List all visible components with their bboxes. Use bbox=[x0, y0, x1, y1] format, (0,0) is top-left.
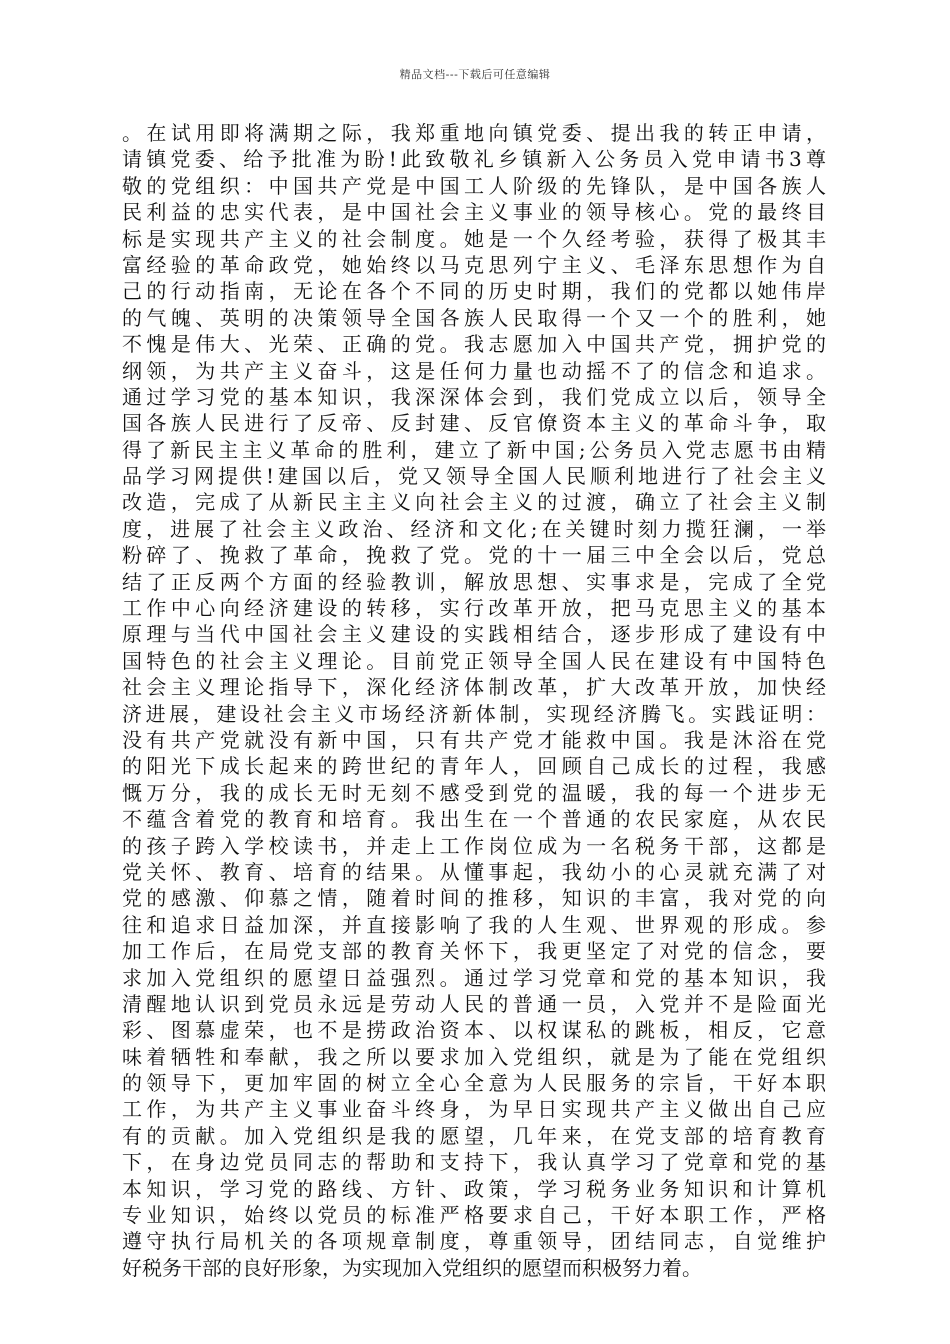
body-text-line: 敬的党组织：中国共产党是中国工人阶级的先锋队，是中国各族人 bbox=[122, 173, 826, 198]
body-text-line: 的孩子跨入学校读书，并走上工作岗位成为一名税务干部，这都是 bbox=[122, 833, 826, 858]
body-text-line: 遵守执行局机关的各项规章制度，尊重领导，团结同志，自觉维护 bbox=[122, 1229, 826, 1254]
body-text-line: 慨万分，我的成长无时无刻不感受到党的温暖，我的每一个进步无 bbox=[122, 780, 826, 805]
body-text-line: 品学习网提供!建国以后，党又领导全国人民顺利地进行了社会主义 bbox=[122, 464, 826, 489]
body-text-line: 专业知识，始终以党员的标准严格要求自己，干好本职工作，严格 bbox=[122, 1203, 826, 1228]
body-text-line: 国各族人民进行了反帝、反封建、反官僚资本主义的革命斗争，取 bbox=[122, 411, 826, 436]
body-text-line: 通过学习党的基本知识，我深深体会到，我们党成立以后，领导全 bbox=[122, 384, 826, 409]
page-header: 精品文档---下载后可任意编辑 bbox=[399, 68, 551, 81]
body-text-line: 富经验的革命政党，她始终以马克思列宁主义、毛泽东思想作为自 bbox=[122, 252, 826, 277]
body-text-line: 味着牺牲和奉献，我之所以要求加入党组织，就是为了能在党组织 bbox=[122, 1044, 826, 1069]
body-text bbox=[122, 120, 826, 1281]
body-text-line: 纲领，为共产主义奋斗，这是任何力量也动摇不了的信念和追求。 bbox=[122, 358, 826, 383]
body-text-line: 不蕴含着党的教育和培育。我出生在一个普通的农民家庭，从农民 bbox=[122, 807, 826, 832]
body-text-line: 结了正反两个方面的经验教训，解放思想、实事求是，完成了全党 bbox=[122, 569, 826, 594]
body-text-line: 社会主义理论指导下，深化经济体制改革，扩大改革开放，加快经 bbox=[122, 675, 826, 700]
body-text-line: 不愧是伟大、光荣、正确的党。我志愿加入中国共产党，拥护党的 bbox=[122, 332, 826, 357]
body-text-line: 国特色的社会主义理论。目前党正领导全国人民在建设有中国特色 bbox=[122, 648, 826, 673]
body-text-line: 工作，为共产主义事业奋斗终身，为早日实现共产主义做出自己应 bbox=[122, 1097, 826, 1122]
body-text-line: 工作中心向经济建设的转移，实行改革开放，把马克思主义的基本 bbox=[122, 596, 826, 621]
body-text-line: 度，进展了社会主义政治、经济和文化;在关键时刻力揽狂澜，一举 bbox=[122, 516, 826, 541]
body-text-line: 改造，完成了从新民主主义向社会主义的过渡，确立了社会主义制 bbox=[122, 490, 826, 515]
body-text-line: 清醒地认识到党员永远是劳动人民的普通一员，入党并不是险面光 bbox=[122, 991, 826, 1016]
body-text-line: 往和追求日益加深，并直接影响了我的人生观、世界观的形成。参 bbox=[122, 912, 826, 937]
body-text-line: 有的贡献。加入党组织是我的愿望，几年来，在党支部的培育教育 bbox=[122, 1123, 826, 1148]
body-text-line: 好税务干部的良好形象，为实现加入党组织的愿望而积极努力着。 bbox=[122, 1255, 702, 1280]
body-text-line: 党关怀、教育、培育的结果。从懂事起，我幼小的心灵就充满了对 bbox=[122, 859, 826, 884]
body-text-line: 的领导下，更加牢固的树立全心全意为人民服务的宗旨，干好本职 bbox=[122, 1071, 826, 1096]
body-text-line: 己的行动指南，无论在各个不同的历史时期，我们的党都以她伟岸 bbox=[122, 279, 826, 304]
body-text-line: 粉碎了、挽救了革命，挽救了党。党的十一届三中全会以后，党总 bbox=[122, 543, 826, 568]
body-text-line: 加工作后，在局党支部的教育关怀下，我更坚定了对党的信念，要 bbox=[122, 939, 826, 964]
body-text-line: 求加入党组织的愿望日益强烈。通过学习党章和党的基本知识，我 bbox=[122, 965, 826, 990]
body-text-line: 没有共产党就没有新中国，只有共产党才能救中国。我是沐浴在党 bbox=[122, 727, 826, 752]
body-text-line: 标是实现共产主义的社会制度。她是一个久经考验，获得了极其丰 bbox=[122, 226, 826, 251]
body-text-line: 原理与当代中国社会主义建设的实践相结合，逐步形成了建设有中 bbox=[122, 622, 826, 647]
body-text-line: 济进展，建设社会主义市场经济新体制，实现经济腾飞。实践证明： bbox=[122, 701, 826, 726]
body-text-line: 本知识，学习党的路线、方针、政策，学习税务业务知识和计算机 bbox=[122, 1176, 826, 1201]
body-text-line: 党的感激、仰慕之情，随着时间的推移，知识的丰富，我对党的向 bbox=[122, 886, 826, 911]
body-text-line: 彩、图慕虚荣，也不是捞政治资本、以权谋私的跳板，相反，它意 bbox=[122, 1018, 826, 1043]
body-text-line: 下，在身边党员同志的帮助和支持下，我认真学习了党章和党的基 bbox=[122, 1150, 826, 1175]
body-text-line: 的气魄、英明的决策领导全国各族人民取得一个又一个的胜利，她 bbox=[122, 305, 826, 330]
body-text-line: 请镇党委、给予批准为盼!此致敬礼乡镇新入公务员入党申请书3尊 bbox=[122, 147, 826, 172]
body-text-line: 的阳光下成长起来的跨世纪的青年人，回顾自己成长的过程，我感 bbox=[122, 754, 826, 779]
body-text-line: 民利益的忠实代表，是中国社会主义事业的领导核心。党的最终目 bbox=[122, 200, 826, 225]
body-text-line: 。在试用即将满期之际，我郑重地向镇党委、提出我的转正申请， bbox=[122, 121, 826, 145]
body-text-line: 得了新民主主义革命的胜利，建立了新中国;公务员入党志愿书由精 bbox=[122, 437, 826, 462]
